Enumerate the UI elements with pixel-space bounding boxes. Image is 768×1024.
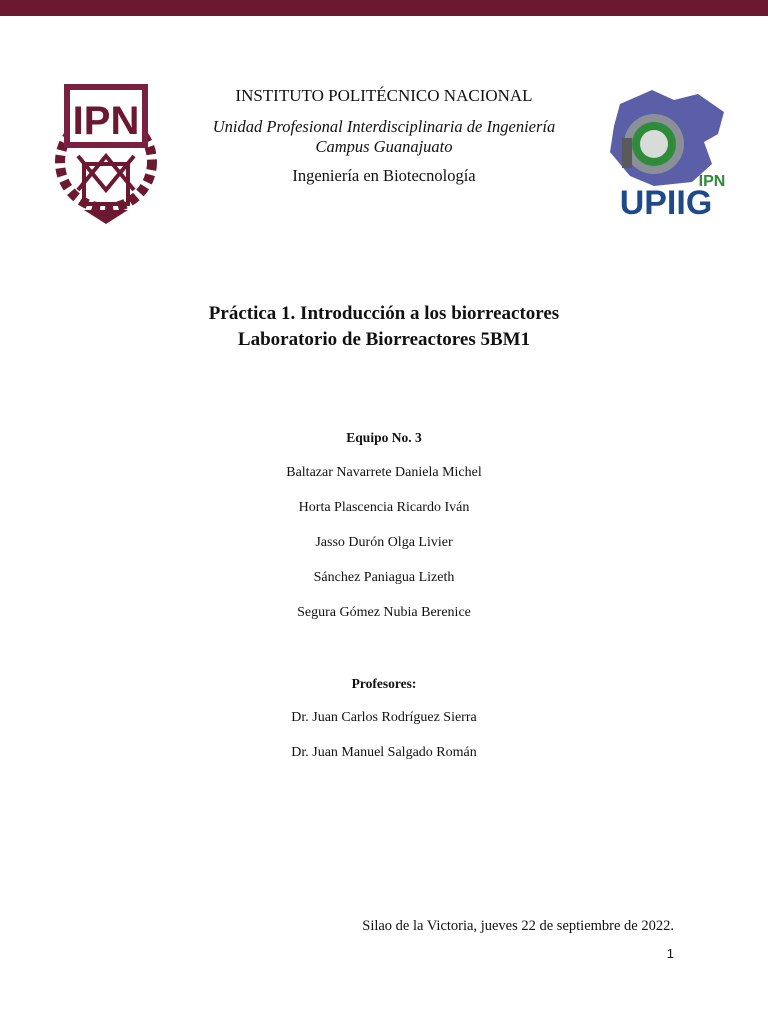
top-color-bar [0, 0, 768, 16]
team-member: Baltazar Navarrete Daniela Michel [286, 465, 482, 480]
professor-name: Dr. Juan Carlos Rodríguez Sierra [291, 710, 477, 725]
institution-name: INSTITUTO POLITÉCNICO NACIONAL [235, 86, 533, 105]
unit-line-2: Campus Guanajuato [315, 137, 453, 156]
professor-name: Dr. Juan Manuel Salgado Román [291, 745, 477, 760]
upiig-logo-text: UPIIG [619, 184, 713, 220]
team-member: Segura Gómez Nubia Berenice [297, 605, 471, 620]
professors-label: Profesores: [351, 676, 417, 691]
unit-line-1: Unidad Profesional Interdisciplinaria de Ingeniería [212, 117, 556, 136]
team-member: Horta Plascencia Ricardo Iván [298, 500, 470, 515]
upiig-ipn-text: IPN [698, 173, 726, 190]
ipn-logo-text: IPN [72, 99, 140, 143]
place-date: Silao de la Victoria, jueves 22 de septiembre de 2022. [362, 918, 674, 934]
team-member: Jasso Durón Olga Livier [315, 535, 453, 550]
page-number: 1 [666, 946, 674, 961]
team-member: Sánchez Paniagua Lizeth [313, 570, 455, 585]
document-title [0, 301, 768, 353]
unit-name [0, 117, 768, 157]
title-line-2: Laboratorio de Biorreactores 5BM1 [237, 329, 531, 350]
title-line-1: Práctica 1. Introducción a los biorreactores [208, 303, 560, 324]
career-name: Ingeniería en Biotecnología [292, 166, 476, 185]
team-label: Equipo No. 3 [346, 430, 422, 445]
